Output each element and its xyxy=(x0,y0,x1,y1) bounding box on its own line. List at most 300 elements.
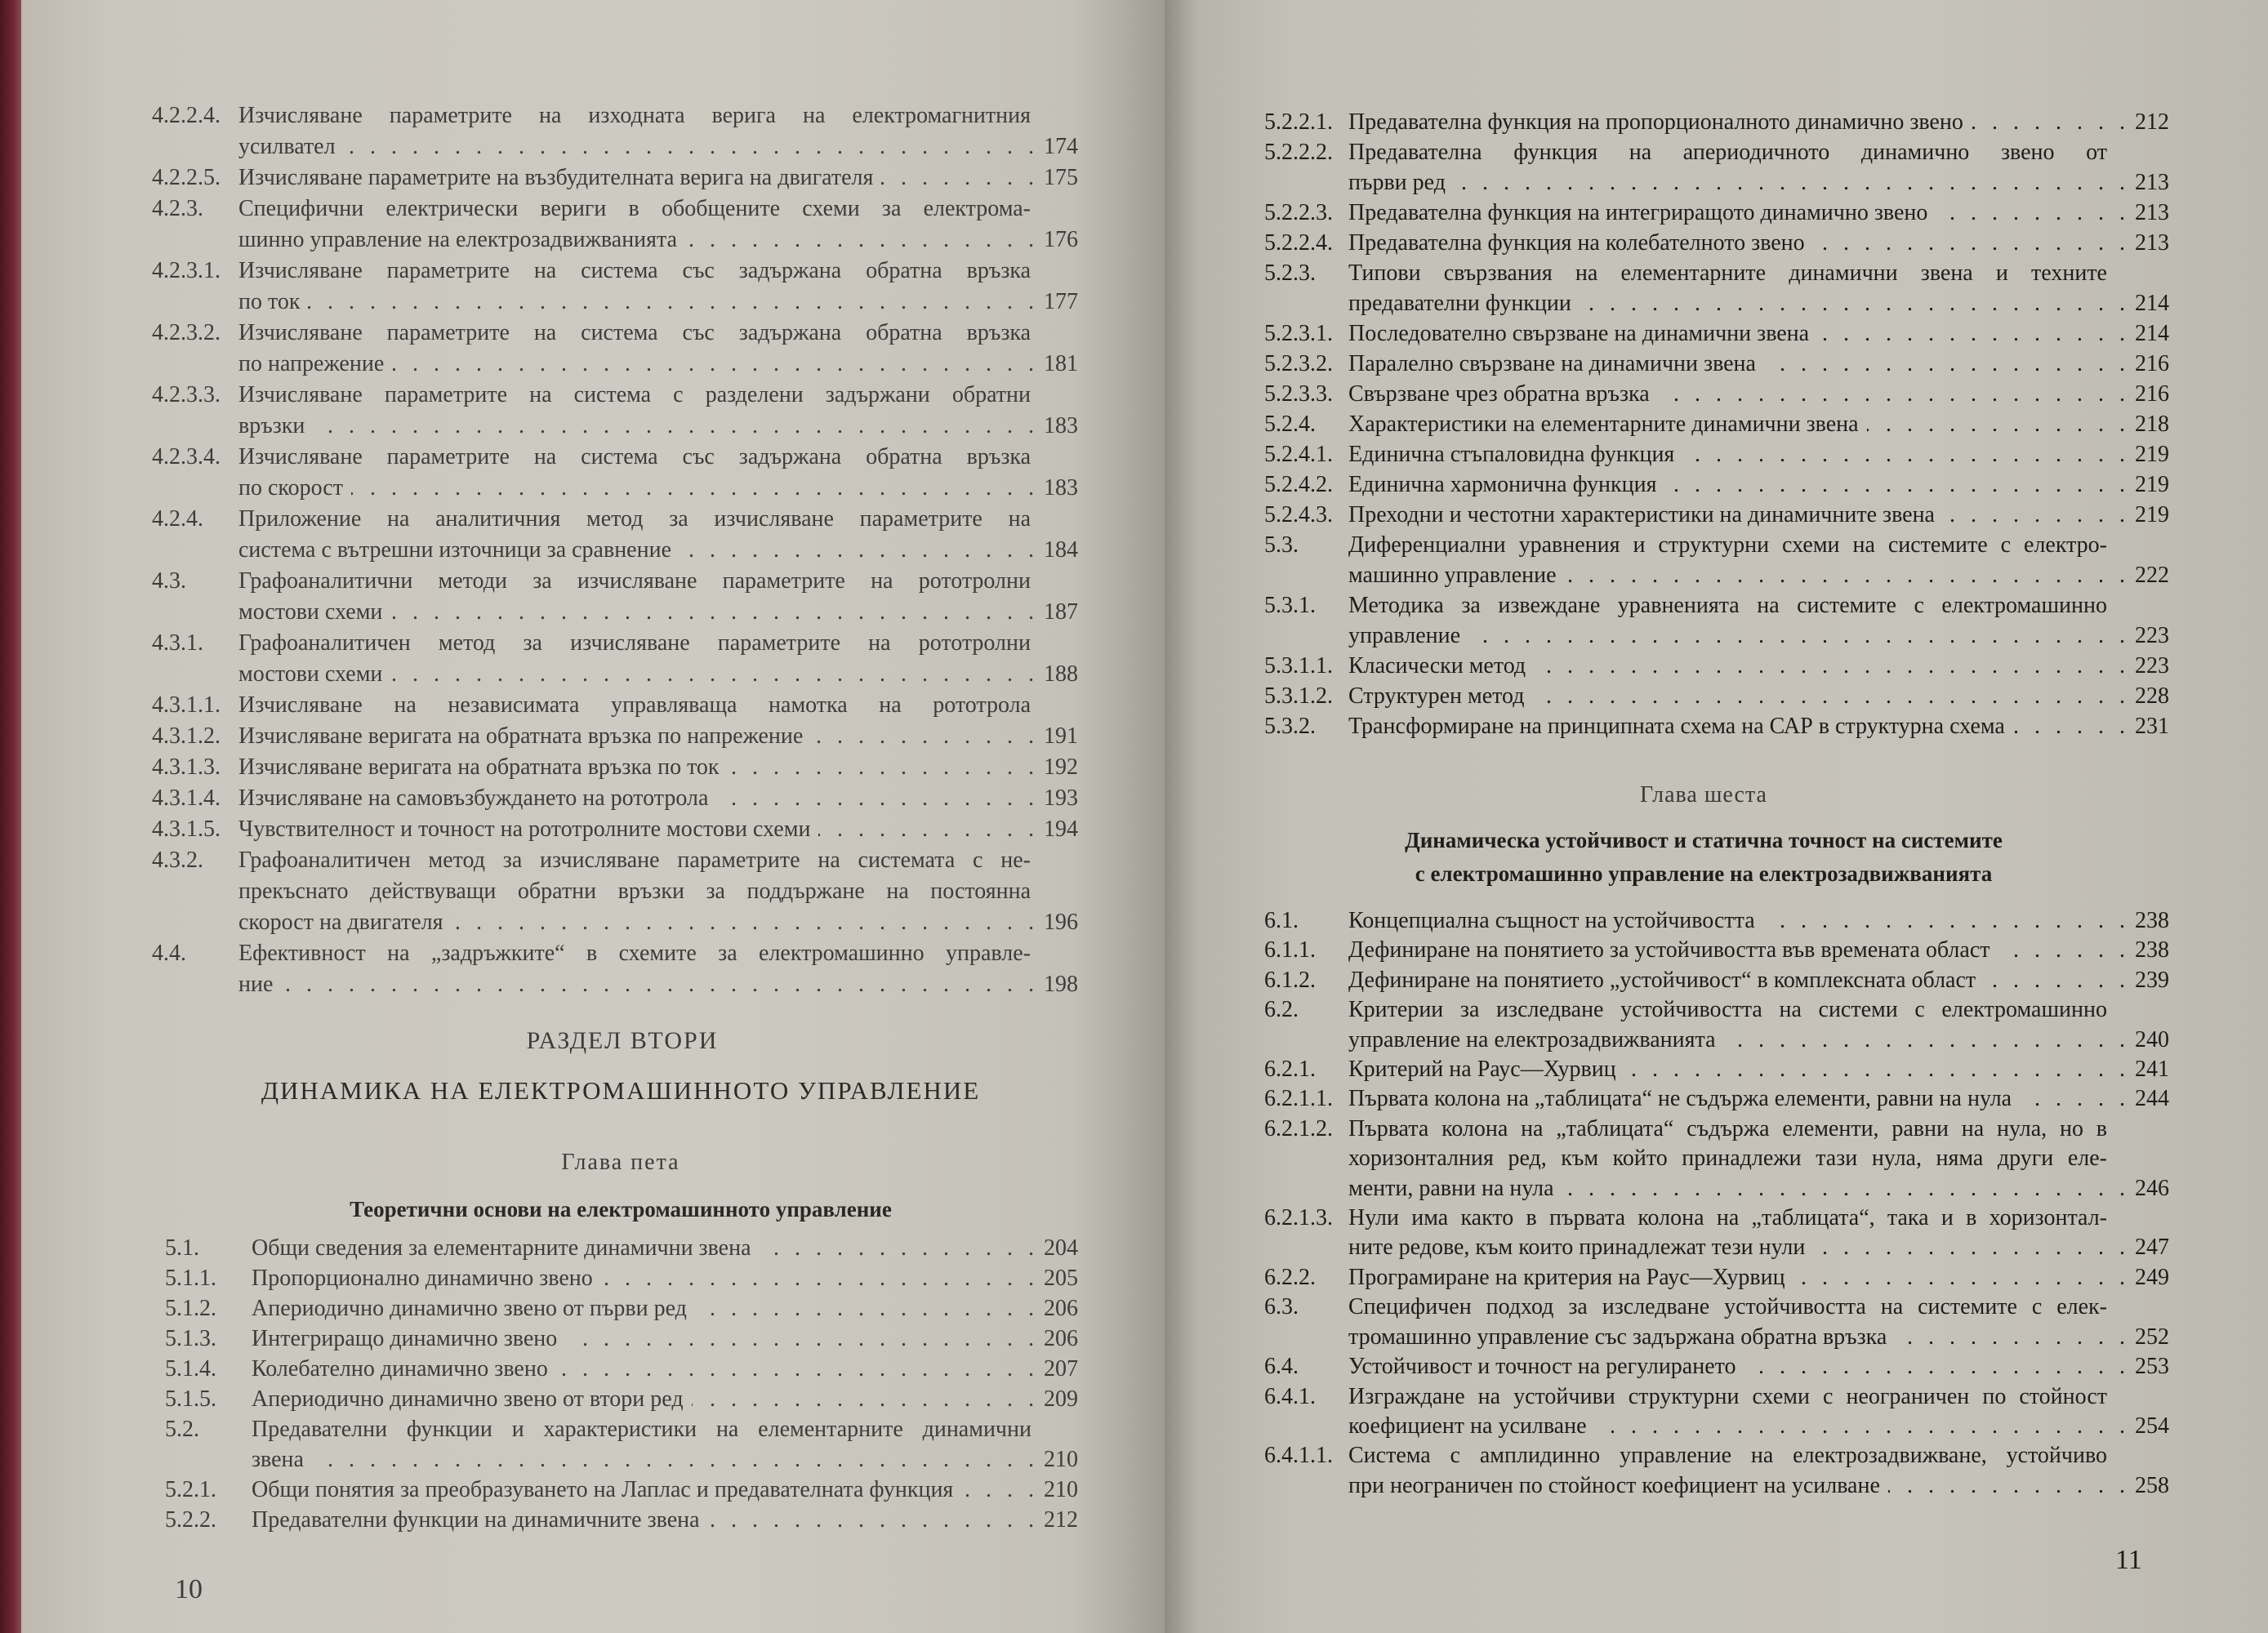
toc-entry-number: 6.4. xyxy=(1264,1354,1299,1380)
toc-entry-page: 252 xyxy=(2135,1324,2169,1350)
toc-entry-page: 222 xyxy=(2135,563,2169,588)
toc-entry-number: 6.2.1.3. xyxy=(1264,1205,1333,1231)
dot-leader xyxy=(313,411,1039,442)
toc-entry-last-line xyxy=(1348,349,2169,379)
toc-entry-last-line xyxy=(1348,1412,2169,1441)
toc-entry-text: шинно управление на електрозадвижванията xyxy=(238,227,678,252)
toc-entry-text: коефициент на усилване xyxy=(1348,1413,1587,1439)
dot-leader xyxy=(1454,167,2130,198)
toc-entry xyxy=(152,845,1078,938)
toc-entry-text: по ток xyxy=(238,289,301,314)
toc-entry-number: 5.2.2.1. xyxy=(1264,109,1333,135)
toc-entry-last-line xyxy=(238,349,1078,380)
toc-entry-text: машинно управление xyxy=(1348,563,1557,588)
toc-entry xyxy=(152,256,1078,318)
toc-entry-text: Интегриращо динамично звено xyxy=(252,1326,558,1351)
dot-leader xyxy=(1764,349,2130,379)
toc-entry-text: Нули има както в първата колона на „таблицата“, така и в хоризонтал- xyxy=(1348,1205,2107,1231)
dot-leader xyxy=(312,1444,1039,1475)
dot-leader xyxy=(1793,1263,2130,1293)
toc-entry-number: 6.3. xyxy=(1264,1294,1299,1320)
toc-entry-text: Първата колона на „таблицата“ не съдържа елементи, равни на нула xyxy=(1348,1086,2012,1112)
toc-entry-last-line xyxy=(1348,228,2169,258)
toc-entry-number: 5.3. xyxy=(1264,532,1299,558)
toc-entry-number: 4.2.3.3. xyxy=(152,382,221,407)
toc-entry-number: 4.3.2. xyxy=(152,848,203,873)
toc-entry xyxy=(1264,1441,2169,1501)
toc-entry xyxy=(1264,228,2169,258)
toc-entry-page: 240 xyxy=(2135,1026,2169,1052)
dot-leader xyxy=(1998,936,2130,965)
dot-leader xyxy=(818,814,1039,845)
toc-entry-text: Критерий на Раус—Хурвиц xyxy=(1348,1057,1616,1083)
toc-entry xyxy=(165,1233,1078,1263)
toc-entry-page: 228 xyxy=(2135,683,2169,709)
chapter-title: Теоретични основи на електромашинното управление xyxy=(350,1197,892,1221)
toc-entry-number: 4.2.2.4. xyxy=(152,103,221,128)
toc-entry-text: Паралелно свързване на динамични звена xyxy=(1348,351,1756,376)
toc-entry-text: Изчисляване на независимата управляваща намотка на рототрола xyxy=(238,692,1031,718)
toc-entry-number: 5.2.1. xyxy=(165,1477,216,1502)
toc-entry-page: 219 xyxy=(2135,442,2169,467)
dot-leader xyxy=(2020,1084,2130,1114)
toc-entry-number: 6.2.2. xyxy=(1264,1264,1316,1290)
dot-leader xyxy=(1744,1352,2130,1382)
toc-entry-text: Изчисляване на самовъзбуждането на рототрола xyxy=(238,785,709,811)
toc-entry xyxy=(152,814,1078,845)
toc-entry-text: първи ред xyxy=(1348,170,1446,195)
toc-entry-text: ните редове, към които принадлежат тези нули xyxy=(1348,1235,1806,1261)
dot-leader xyxy=(1562,1174,2130,1204)
toc-entry-page: 192 xyxy=(1044,754,1078,780)
toc-entry-text: Пропорционално динамично звено xyxy=(252,1266,593,1291)
toc-entry xyxy=(152,752,1078,783)
toc-entry-text: Първата колона на „таблицата“ съдържа елементи, равни на нула, но в xyxy=(1348,1115,2107,1141)
toc-entry xyxy=(165,1263,1078,1293)
dot-leader xyxy=(708,1505,1039,1535)
dot-leader xyxy=(281,969,1039,1000)
toc-entry-page: 212 xyxy=(2135,109,2169,135)
toc-entry xyxy=(152,162,1078,194)
toc-entry xyxy=(1264,590,2169,651)
toc-entry-page: 196 xyxy=(1044,910,1078,935)
toc-entry-number: 5.1.2. xyxy=(165,1296,216,1321)
toc-entry-page: 193 xyxy=(1044,785,1078,811)
toc-entry-page: 214 xyxy=(2135,321,2169,346)
toc-entry-last-line xyxy=(1348,167,2169,198)
toc-entry-page: 206 xyxy=(1044,1296,1078,1321)
toc-entry-number: 5.1.3. xyxy=(165,1326,216,1351)
toc-entry-last-line xyxy=(238,225,1078,256)
dot-leader xyxy=(760,1233,1039,1263)
toc-entry-number: 5.2.3. xyxy=(1264,260,1316,286)
dot-leader xyxy=(1813,1233,2130,1262)
toc-entry-last-line xyxy=(252,1324,1078,1354)
dot-leader xyxy=(811,721,1039,752)
toc-entry-text: тромашинно управление със задържана обратна връзка xyxy=(1348,1324,1887,1350)
toc-entry-text: Предавателни функции и характеристики на елементарните динамични xyxy=(252,1417,1032,1442)
toc-entry-last-line xyxy=(1348,1084,2169,1114)
toc-entry-text: по скорост xyxy=(238,475,343,501)
dot-leader xyxy=(881,162,1039,194)
dot-leader xyxy=(1624,1055,2130,1084)
toc-entry-page: 246 xyxy=(2135,1175,2169,1201)
toc-entry-text: хоризонталния ред, към който принадлежи тази нула, няма други еле- xyxy=(1348,1146,2107,1172)
toc-entry-number: 5.2.4.2. xyxy=(1264,472,1333,497)
toc-entry-last-line xyxy=(238,597,1078,628)
toc-entry-number: 6.2. xyxy=(1264,997,1299,1023)
toc-entry-text: мостови схеми xyxy=(238,661,383,687)
toc-entry-text: Предавателна функция на колебателното звено xyxy=(1348,230,1805,256)
dot-leader xyxy=(685,225,1039,256)
chapter-label-right: Глава шеста xyxy=(1640,782,1767,808)
toc-entry-text: Единична хармонична функция xyxy=(1348,472,1657,497)
dot-leader xyxy=(680,535,1039,566)
toc-entry-last-line xyxy=(1348,560,2169,590)
toc-entry-text: Единична стъпаловидна функция xyxy=(1348,442,1675,467)
toc-entry-last-line xyxy=(1348,906,2169,936)
toc-entry-page: 212 xyxy=(1044,1507,1078,1533)
toc-right-part2 xyxy=(1264,906,2169,1501)
toc-entry-last-line xyxy=(252,1384,1078,1414)
toc-entry-number: 5.3.1.2. xyxy=(1264,683,1333,709)
toc-entry xyxy=(1264,936,2169,965)
dot-leader xyxy=(695,1293,1039,1324)
toc-entry xyxy=(1264,469,2169,500)
toc-entry xyxy=(152,100,1078,162)
toc-entry-text: Специфични електрически вериги в обобщените схеми за електрома- xyxy=(238,196,1031,221)
dot-leader xyxy=(1580,288,2130,318)
dot-leader xyxy=(728,752,1039,783)
dot-leader xyxy=(1813,228,2130,258)
toc-entry-text: Предавателна функция на пропорционалното динамично звено xyxy=(1348,109,1963,135)
dot-leader xyxy=(1972,107,2130,137)
toc-entry-text: Изчисляване параметрите на възбудителната верига на двигателя xyxy=(238,165,874,190)
dot-leader xyxy=(392,349,1039,380)
toc-entry xyxy=(152,504,1078,566)
toc-entry-last-line xyxy=(1348,1323,2169,1352)
toc-entry xyxy=(1264,1055,2169,1084)
toc-entry-text: Графоаналитични методи за изчисляване параметрите на рототролни xyxy=(238,568,1031,594)
toc-entry-number: 6.4.1. xyxy=(1264,1383,1316,1409)
dot-leader xyxy=(1682,439,2130,469)
toc-entry-page: 219 xyxy=(2135,502,2169,527)
toc-entry-number: 4.2.3.4. xyxy=(152,444,221,469)
toc-entry-text: Дефиниране на понятието за устойчивостта във времената област xyxy=(1348,937,1990,963)
toc-entry-text: Изчисляване параметрите на система със задържана обратна връзка xyxy=(238,320,1031,345)
toc-entry xyxy=(152,783,1078,814)
toc-entry-page: 239 xyxy=(2135,967,2169,993)
dot-leader xyxy=(390,659,1039,690)
toc-entry-last-line xyxy=(238,473,1078,504)
part-label: РАЗДЕЛ ВТОРИ xyxy=(526,1027,719,1054)
toc-entry-last-line xyxy=(238,814,1078,845)
toc-entry-text: Изчисляване веригата на обратната връзка по ток xyxy=(238,754,720,780)
toc-entry-text: предавателни функции xyxy=(1348,291,1571,316)
toc-entry xyxy=(1264,966,2169,995)
toc-entry-last-line xyxy=(1348,1471,2169,1501)
toc-entry-number: 5.2.2. xyxy=(165,1507,216,1533)
dot-leader xyxy=(601,1263,1039,1293)
toc-entry-last-line xyxy=(238,535,1078,566)
toc-entry-text: Структурен метод xyxy=(1348,683,1525,709)
toc-entry-number: 5.2.2.4. xyxy=(1264,230,1333,256)
toc-entry-text: връзки xyxy=(238,413,305,438)
toc-entry-number: 6.2.1. xyxy=(1264,1057,1316,1083)
dot-leader xyxy=(308,287,1039,318)
toc-entry-page: 238 xyxy=(2135,937,2169,963)
toc-entry xyxy=(165,1414,1078,1475)
toc-entry-last-line xyxy=(1348,409,2169,439)
toc-entry xyxy=(165,1505,1078,1535)
dot-leader xyxy=(1936,198,2130,228)
toc-entry-number: 6.4.1.1. xyxy=(1264,1443,1333,1469)
toc-entry-page: 219 xyxy=(2135,472,2169,497)
dot-leader xyxy=(2013,711,2130,741)
toc-entry-text: Ефективност на „задръжките“ в схемите за електромашинно управле- xyxy=(238,941,1031,966)
toc-entry-text: Система с амплидинно управление на електрозадвижване, устойчиво xyxy=(1348,1443,2107,1469)
dot-leader xyxy=(565,1324,1039,1354)
toc-entry-last-line xyxy=(252,1444,1078,1475)
toc-entry-page: 218 xyxy=(2135,412,2169,437)
toc-entry-page: 181 xyxy=(1044,351,1078,376)
toc-entry-last-line xyxy=(1348,966,2169,995)
toc-entry-page: 254 xyxy=(2135,1413,2169,1439)
toc-entry-page: 187 xyxy=(1044,599,1078,625)
toc-entry-number: 5.2.3.1. xyxy=(1264,321,1333,346)
chapter-title-line2: с електромашинно управление на електрозадвижванията xyxy=(1415,861,1993,886)
toc-entry xyxy=(1264,137,2169,198)
toc-entry-number: 6.2.1.2. xyxy=(1264,1115,1333,1141)
toc-entry-number: 4.2.3.2. xyxy=(152,320,221,345)
toc-entry-page: 216 xyxy=(2135,351,2169,376)
toc-entry-last-line xyxy=(1348,681,2169,711)
toc-entry-page: 206 xyxy=(1044,1326,1078,1351)
toc-entry-text: Методика за извеждане уравненията на системите с електромашинно xyxy=(1348,593,2107,618)
toc-entry xyxy=(152,194,1078,256)
toc-entry-page: 175 xyxy=(1044,165,1078,190)
toc-entry-text: Типови свързвания на елементарните динамични звена и техните xyxy=(1348,260,2107,286)
toc-entry-number: 5.3.1.1. xyxy=(1264,653,1333,679)
toc-entry-page: 214 xyxy=(2135,291,2169,316)
toc-entry-text: мостови схеми xyxy=(238,599,383,625)
toc-entry-last-line xyxy=(238,287,1078,318)
dot-leader xyxy=(1565,560,2130,590)
toc-entry-last-line xyxy=(1348,1174,2169,1204)
book-cover-edge xyxy=(0,0,21,1633)
toc-entry-page: 213 xyxy=(2135,230,2169,256)
dot-leader xyxy=(1595,1412,2130,1441)
toc-entry-page: 209 xyxy=(1044,1386,1078,1412)
toc-entry-page: 188 xyxy=(1044,661,1078,687)
dot-leader xyxy=(1888,1471,2130,1501)
toc-entry xyxy=(1264,198,2169,228)
toc-entry xyxy=(165,1324,1078,1354)
toc-entry xyxy=(1264,107,2169,137)
toc-entry-page: 216 xyxy=(2135,381,2169,407)
toc-entry-last-line xyxy=(1348,1026,2169,1055)
toc-entry-text: Преходни и честотни характеристики на динамичните звена xyxy=(1348,502,1935,527)
toc-entry-text: Изчисляване параметрите на система със задържана обратна връзка xyxy=(238,444,1031,469)
toc-entry-number: 4.3.1. xyxy=(152,630,203,656)
toc-entry-text: Класически метод xyxy=(1348,653,1526,679)
toc-entry xyxy=(1264,1352,2169,1382)
toc-entry-number: 5.3.2. xyxy=(1264,714,1316,739)
toc-entry-text: менти, равни на нула xyxy=(1348,1175,1554,1201)
toc-entry-text: система с вътрешни източници за сравнение xyxy=(238,537,672,563)
toc-entry-number: 5.2.2.2. xyxy=(1264,140,1333,165)
toc-entry-page: 249 xyxy=(2135,1264,2169,1290)
toc-entry-text: управление на електрозадвижванията xyxy=(1348,1026,1716,1052)
dot-leader xyxy=(1724,1026,2130,1055)
toc-entry-last-line xyxy=(252,1354,1078,1384)
toc-entry-last-line xyxy=(238,162,1078,194)
toc-entry-last-line xyxy=(252,1263,1078,1293)
toc-entry-page: 183 xyxy=(1044,475,1078,501)
toc-entry xyxy=(152,380,1078,442)
toc-entry-text: Чувствителност и точност на рототролните мостови схеми xyxy=(238,816,811,842)
dot-leader xyxy=(556,1354,1039,1384)
toc-entry-text: Графоаналитичен метод за изчисляване параметрите на рототролни xyxy=(238,630,1031,656)
toc-entry xyxy=(152,690,1078,721)
toc-entry-last-line xyxy=(252,1475,1078,1505)
toc-entry-last-line xyxy=(1348,936,2169,965)
toc-entry-number: 5.2.3.3. xyxy=(1264,381,1333,407)
toc-entry xyxy=(165,1475,1078,1505)
dot-leader xyxy=(1895,1323,2130,1352)
toc-entry-number: 6.1. xyxy=(1264,908,1299,933)
toc-entry-text: Характеристики на елементарните динамични звена xyxy=(1348,412,1859,437)
toc-entry-last-line xyxy=(1348,1263,2169,1293)
dot-leader xyxy=(1867,409,2130,439)
toc-entry-page: 210 xyxy=(1044,1447,1078,1472)
toc-entry-text: прекъснато действуващи обратни връзки за поддържане на постоянна xyxy=(238,879,1031,904)
toc-entry-number: 5.2.4.3. xyxy=(1264,502,1333,527)
toc-entry xyxy=(1264,1204,2169,1263)
toc-entry-page: 177 xyxy=(1044,289,1078,314)
dot-leader xyxy=(452,907,1039,938)
toc-entry xyxy=(1264,530,2169,590)
toc-entry-number: 4.2.4. xyxy=(152,506,203,532)
toc-entry-number: 4.3. xyxy=(152,568,186,594)
toc-entry-text: усилвател xyxy=(238,134,336,159)
toc-entry-text: Изграждане на устойчиви структурни схеми с неограничен по стойност xyxy=(1348,1383,2107,1409)
toc-entry-text: Критерии за изследване устойчивостта на системи с електромашинно xyxy=(1348,997,2107,1023)
toc-entry xyxy=(152,938,1078,1000)
dot-leader xyxy=(716,783,1039,814)
toc-entry-page: 223 xyxy=(2135,623,2169,648)
toc-entry-page: 194 xyxy=(1044,816,1078,842)
toc-entry-number: 4.3.1.5. xyxy=(152,816,221,842)
dot-leader xyxy=(390,597,1039,628)
toc-entry-last-line xyxy=(252,1293,1078,1324)
dot-leader xyxy=(1468,621,2130,651)
dot-leader xyxy=(961,1475,1039,1505)
page-number-right: 11 xyxy=(2115,1545,2142,1575)
toc-entry xyxy=(1264,379,2169,409)
toc-entry-page: 183 xyxy=(1044,413,1078,438)
toc-entry-last-line xyxy=(238,969,1078,1000)
toc-entry-text: Трансформиране на принципната схема на САР в структурна схема xyxy=(1348,714,2005,739)
toc-entry-text: Колебателно динамично звено xyxy=(252,1356,548,1382)
toc-entry-number: 5.2.3.2. xyxy=(1264,351,1333,376)
toc-entry-last-line xyxy=(238,783,1078,814)
toc-entry xyxy=(152,442,1078,504)
toc-entry-number: 4.3.1.2. xyxy=(152,723,221,749)
toc-entry xyxy=(152,628,1078,690)
dot-leader xyxy=(692,1384,1039,1414)
toc-entry-number: 5.1.5. xyxy=(165,1386,216,1412)
toc-entry-text: Изчисляване параметрите на изходната верига на електромагнитния xyxy=(238,103,1031,128)
toc-entry-last-line xyxy=(252,1505,1078,1535)
toc-entry-last-line xyxy=(1348,1352,2169,1382)
dot-leader xyxy=(1763,906,2130,936)
toc-entry-number: 6.1.1. xyxy=(1264,937,1316,963)
toc-entry-page: 258 xyxy=(2135,1472,2169,1498)
toc-entry-last-line xyxy=(1348,318,2169,349)
toc-entry-page: 191 xyxy=(1044,723,1078,749)
toc-entry-last-line xyxy=(252,1233,1078,1263)
toc-entry-page: 231 xyxy=(2135,714,2169,739)
toc-entry-page: 247 xyxy=(2135,1235,2169,1261)
dot-leader xyxy=(351,473,1039,504)
toc-entry-last-line xyxy=(1348,469,2169,500)
toc-entry-text: Дефиниране на понятието „устойчивост“ в комплексната област xyxy=(1348,967,1976,993)
toc-entry-text: Приложение на аналитичния метод за изчисляване параметрите на xyxy=(238,506,1031,532)
toc-entry-last-line xyxy=(1348,711,2169,741)
chapter-title-line1: Динамическа устойчивост и статична точност на системите xyxy=(1405,828,2003,852)
toc-entry xyxy=(1264,681,2169,711)
toc-entry-number: 5.1. xyxy=(165,1235,199,1261)
toc-entry-number: 5.2. xyxy=(165,1417,199,1442)
toc-entry xyxy=(1264,1115,2169,1204)
toc-entry-text: Предавателна функция на интегриращото динамично звено xyxy=(1348,200,1928,225)
toc-entry xyxy=(1264,318,2169,349)
toc-entry-text: Концепциална същност на устойчивостта xyxy=(1348,908,1755,933)
toc-entry-last-line xyxy=(1348,198,2169,228)
toc-entry-last-line xyxy=(238,411,1078,442)
toc-entry-number: 5.2.4. xyxy=(1264,412,1316,437)
toc-entry xyxy=(1264,1382,2169,1442)
toc-entry-text: Специфичен подход за изследване устойчивостта на системите с елек- xyxy=(1348,1294,2107,1320)
toc-entry-last-line xyxy=(1348,288,2169,318)
toc-entry-page: 241 xyxy=(2135,1057,2169,1083)
toc-entry-text: Свързване чрез обратна връзка xyxy=(1348,381,1650,407)
toc-entry-last-line xyxy=(1348,439,2169,469)
toc-entry-page: 176 xyxy=(1044,227,1078,252)
toc-entry-number: 5.2.2.3. xyxy=(1264,200,1333,225)
dot-leader xyxy=(1984,966,2130,995)
toc-entry xyxy=(1264,906,2169,936)
toc-left-part2 xyxy=(165,1233,1078,1535)
toc-entry xyxy=(152,721,1078,752)
toc-entry-page: 204 xyxy=(1044,1235,1078,1261)
toc-entry-text: Устойчивост и точност на регулирането xyxy=(1348,1354,1736,1380)
toc-entry-page: 244 xyxy=(2135,1086,2169,1112)
toc-entry-text: при неограничен по стойност коефициент на усилване xyxy=(1348,1472,1880,1498)
dot-leader xyxy=(1532,681,2130,711)
toc-entry-text: Общи сведения за елементарните динамични звена xyxy=(252,1235,751,1261)
toc-entry xyxy=(1264,258,2169,318)
toc-entry-text: Изчисляване веригата на обратната връзка по напрежение xyxy=(238,723,804,749)
toc-entry xyxy=(1264,711,2169,741)
toc-entry-number: 5.1.4. xyxy=(165,1356,216,1382)
toc-entry-page: 223 xyxy=(2135,653,2169,679)
toc-entry-page: 213 xyxy=(2135,200,2169,225)
toc-entry-last-line xyxy=(238,721,1078,752)
toc-right-part1 xyxy=(1264,107,2169,741)
toc-entry-page: 213 xyxy=(2135,170,2169,195)
